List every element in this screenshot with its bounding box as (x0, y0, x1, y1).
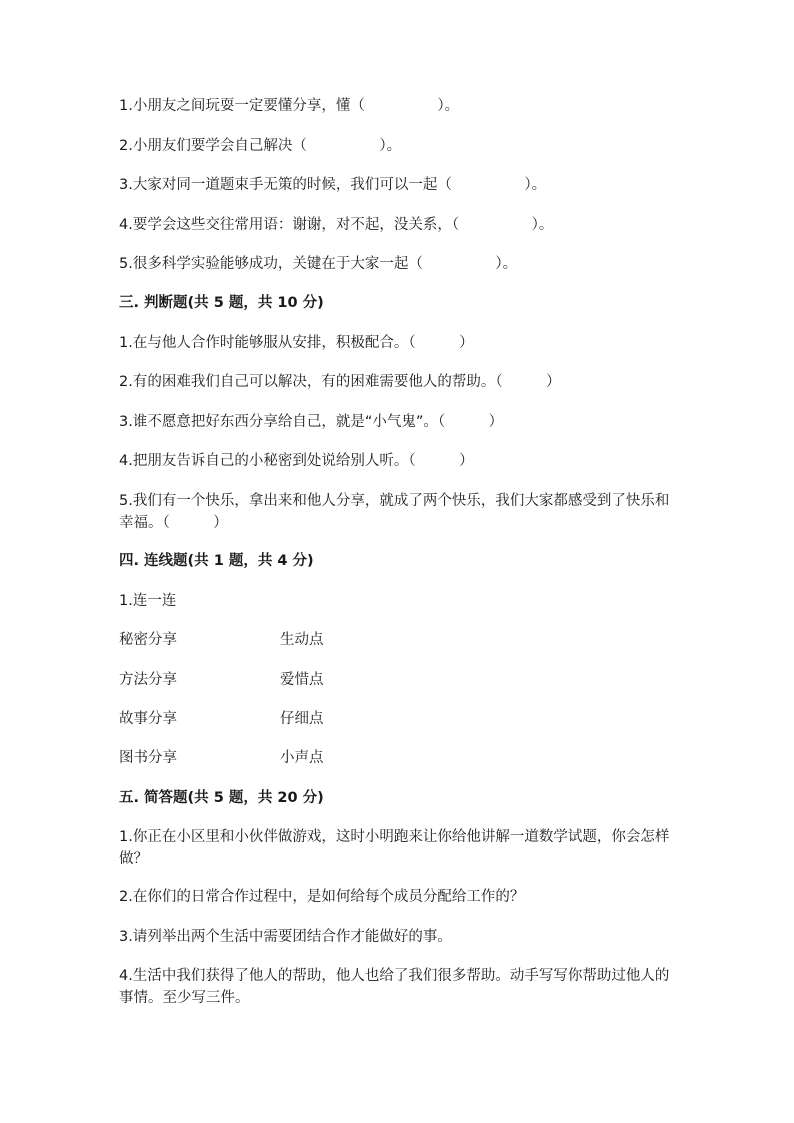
fill-in-question-4: 4.要学会这些交往常用语：谢谢，对不起，没关系，（ ）。 (119, 217, 554, 233)
true-false-question-2: 2.有的困难我们自己可以解决，有的困难需要他人的帮助。（ ） (119, 374, 561, 390)
matching-left-item: 图书分享 (119, 750, 177, 766)
matching-left-item: 故事分享 (119, 711, 177, 727)
section-5-heading: 五. 简答题(共 5 题，共 20 分) (119, 790, 324, 806)
matching-right-item: 生动点 (280, 632, 324, 648)
matching-right-item: 爱惜点 (280, 672, 324, 688)
section-4-heading: 四. 连线题(共 1 题，共 4 分) (119, 553, 314, 569)
matching-right-item: 仔细点 (280, 711, 324, 727)
fill-in-question-3: 3.大家对同一道题束手无策的时候，我们可以一起（ ）。 (119, 177, 547, 193)
fill-in-question-1: 1.小朋友之间玩耍一定要懂分享，懂（ ）。 (119, 98, 460, 114)
matching-left-item: 方法分享 (119, 672, 177, 688)
section-3-heading: 三. 判断题(共 5 题，共 10 分) (119, 295, 324, 311)
short-answer-question-2: 2.在你们的日常合作过程中，是如何给每个成员分配给工作的？ (119, 889, 525, 905)
fill-in-question-5: 5.很多科学实验能够成功，关键在于大家一起（ ）。 (119, 256, 518, 272)
matching-prompt: 1.连一连 (119, 593, 177, 609)
matching-left-item: 秘密分享 (119, 632, 177, 648)
true-false-question-3: 3.谁不愿意把好东西分享给自己，就是“小气鬼”。（ ） (119, 414, 504, 430)
short-answer-question-3: 3.请列举出两个生活中需要团结合作才能做好的事。 (119, 929, 452, 945)
matching-right-item: 小声点 (280, 750, 324, 766)
true-false-question-1: 1.在与他人合作时能够服从安排，积极配合。（ ） (119, 335, 474, 351)
short-answer-question-4: 4.生活中我们获得了他人的帮助，他人也给了我们很多帮助。动手写写你帮助过他人的事情。至少写三件。 (119, 968, 670, 1006)
true-false-question-5: 5.我们有一个快乐，拿出来和他人分享，就成了两个快乐，我们大家都感受到了快乐和幸福。（ ） (119, 493, 670, 531)
fill-in-question-2: 2.小朋友们要学会自己解决（ ）。 (119, 138, 402, 154)
true-false-question-4: 4.把朋友告诉自己的小秘密到处说给别人听。（ ） (119, 453, 474, 469)
short-answer-question-1: 1.你正在小区里和小伙伴做游戏，这时小明跑来让你给他讲解一道数学试题，你会怎样做？ (119, 829, 670, 867)
